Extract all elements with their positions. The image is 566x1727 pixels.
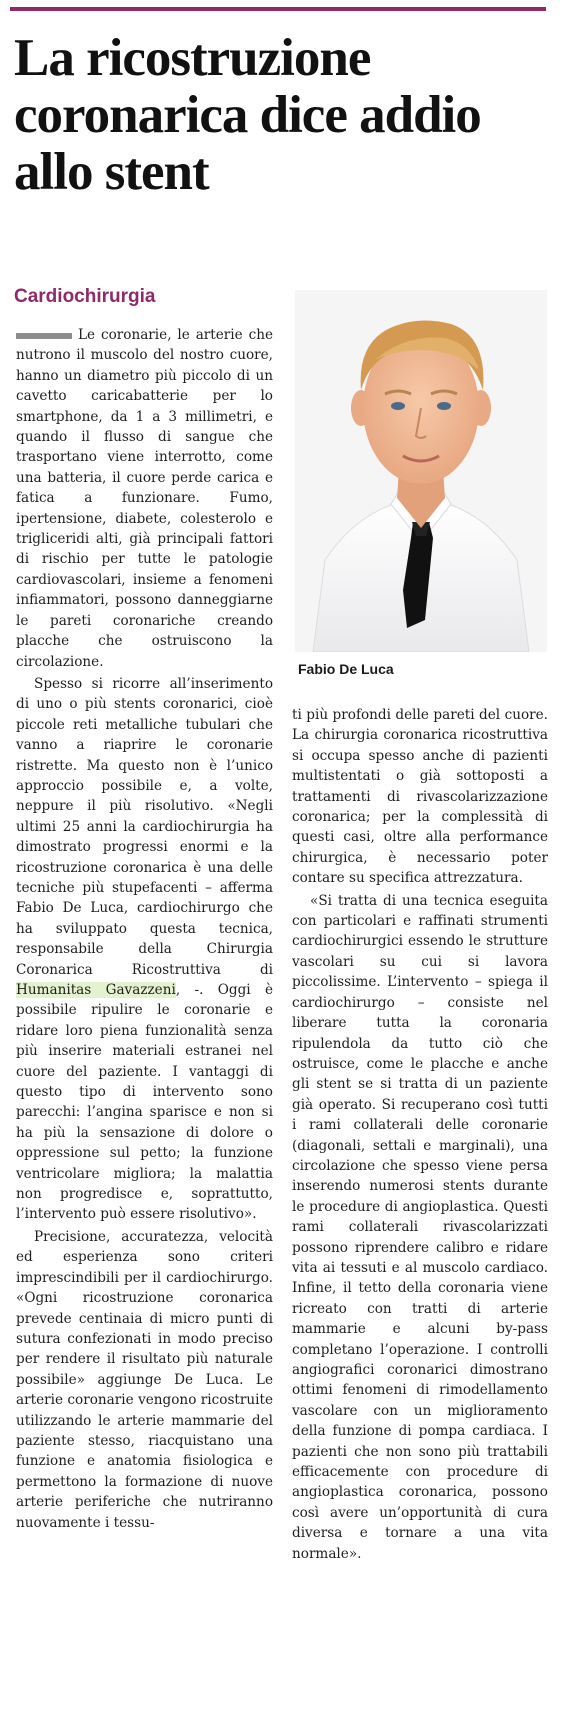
top-divider (10, 7, 546, 11)
paragraph: ti più profondi delle pareti del cuore. La chirurgia coronarica ricostruttiva si occupa spesso anche di pazienti multistentati o già sottoposti a trattamenti di rivascolarizzazione coronarica; per la complessità di questi casi, oltre alla performance chirurgica, è necessario poter contare su specifica attrezzatura. (292, 707, 548, 887)
paragraph: Precisione, accuratezza, velocità ed esperienza sono criteri imprescindibili per il cardiochirurgo. «Ogni ricostruzione coronarica prevede centinaia di micro punti di sutura confezionati in modo preciso per rendere il risultato più naturale possibile» aggiunge De Luca. Le arterie coronarie vengono ricostruite utilizzando le arterie mammarie del paziente stesso, riacquistano una funzione e anatomia fisiologica e permettono la formazione di nuove arterie periferiche che nutriranno nuovamente i tessu- (16, 1228, 273, 1531)
paragraph: «Si tratta di una tecnica eseguita con particolari e raffinati strumenti cardiochirurgici essendo le strutture vascolari su cui si lavora piccolissime. L’intervento – spiega il cardiochirurgo – consiste nel liberare tutta la coronaria ripulendola da tutto ciò che ostruisce, come le placche e anche gli stent se si tratta di un paziente già operato. Si recuperano così tutti i rami collaterali delle coronarie (diagonali, settali e marginali), una circolazione che spesso viene persa inserendo numerosi stents durante le procedure di angioplastica. Questi rami collaterali rivascolarizzati possono riprendere calibro e ridare vita ai tessuti e al muscolo cardiaco. Infine, il tetto della coronaria viene ricreato con tratti di arterie mammarie e alcuni by-pass completano l’operazione. I controlli angiografici coronarici dimostrano ottimi fenomeni di rimodellamento vascolare con un miglioramento della funzione di pompa cardiaca. I pazienti che non sono più trattabili efficacemente con procedure di angioplastica coronarica, possono così avere un’opportunità di cura diversa e tornare a una vita normale». (292, 892, 548, 1562)
article-column-2 (292, 705, 548, 1566)
portrait-photo (295, 290, 547, 652)
photo-caption: Fabio De Luca (298, 661, 394, 677)
lead-bar-icon (16, 333, 72, 339)
paragraph: Le coronarie, le arterie che nutrono il muscolo del nostro cuore, hanno un diametro più piccolo di un cavetto caricabatterie per lo smartphone, da 1 a 3 millimetri, e quando il flusso di sangue che trasportano viene interrotto, come una batteria, il cuore perde carica e fatica a funzionare. Fumo, ipertensione, diabete, colesterolo e trigliceridi alti, già principali fattori di rischio per tutte le patologie cardiovascolari, insieme a fenomeni infiammatori, possono danneggiarne le pareti coronariche creando placche che ostruiscono la circolazione. (16, 327, 273, 670)
paragraph: Spesso si ricorre all’inserimento di uno o più stents coronarici, cioè piccole reti metalliche tubulari che vanno a riaprire le coronarie ristrette. Ma questo non è l’unico approccio possibile e, a volte, neppure il più risolutivo. «Negli ultimi 25 anni la cardiochirurgia ha dimostrato progressi enormi e la ricostruzione coronarica è una delle tecniche più stupefacenti – afferma Fabio De Luca, cardiochirurgo che ha sviluppato questa tecnica, responsabile della Chirurgia Coronarica Ricostruttiva di Humanitas Gavazzeni, -. Oggi è possibile ripulire le coronarie e ridare loro piena funzionalità senza più inserire materiali estranei nel cuore del paziente. I vantaggi di questo tipo di intervento sono parecchi: l’angina sparisce e non si ha più la sensazione di dolore o oppressione sul petto; la funzione ventricolare migliora; la malattia non progredisce e, soprattutto, l’intervento può essere risolutivo». (16, 675, 273, 1223)
highlighted-text: Humanitas Gavazzeni (16, 982, 176, 998)
headline: La ricostruzione coronarica dice addio allo stent (14, 29, 481, 201)
section-kicker: Cardiochirurgia (14, 286, 156, 307)
article-column-1 (16, 325, 273, 1535)
portrait-illustration (295, 290, 547, 652)
